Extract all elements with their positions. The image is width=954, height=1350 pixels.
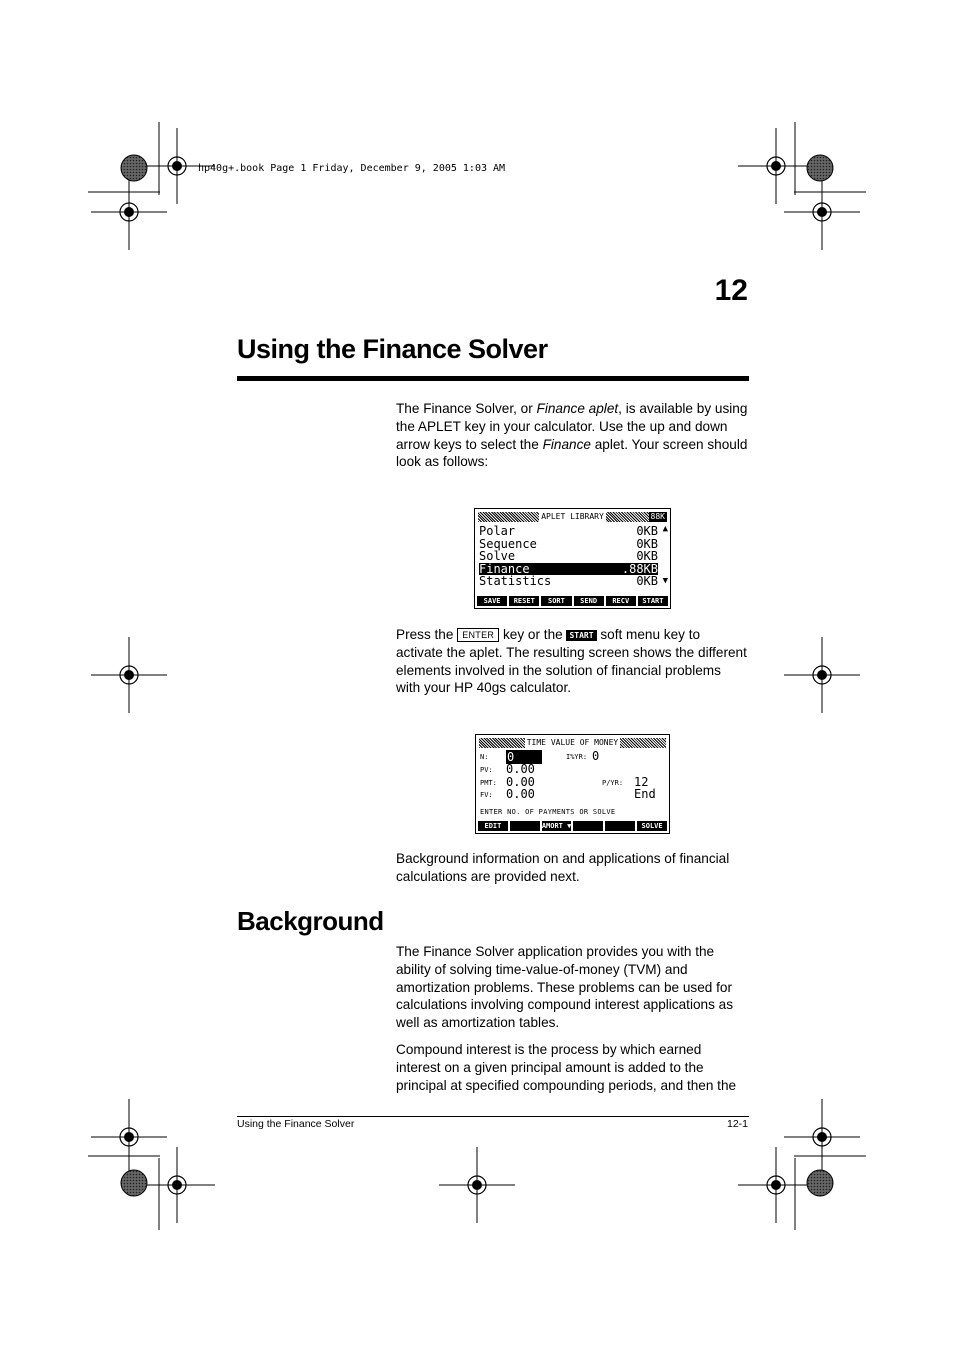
save-softkey[interactable]: SAVE [477,596,507,606]
footer-chapter-title: Using the Finance Solver [237,1118,355,1130]
send-softkey[interactable]: SEND [574,596,604,606]
registration-mark [738,1147,814,1223]
footer-rule [237,1116,749,1117]
ivyr-label: I%YR: [566,753,588,761]
pmt-field[interactable]: 0.00 [506,775,535,789]
payment-mode-field[interactable]: End [634,787,656,801]
color-target-icon [121,155,147,181]
color-target-icon [807,1170,833,1196]
edit-softkey[interactable]: EDIT [478,821,508,831]
screen-title: APLET LIBRARY [541,512,604,521]
empty-softkey [573,821,603,831]
screen-title-bar [479,738,666,748]
after-screen-paragraph: Background information on and applications of financial calculations are provided next. [396,851,730,884]
aplet-row-finance[interactable]: Finance .88KB [479,562,658,576]
fv-label: FV: [480,791,493,799]
sort-softkey[interactable]: SORT [541,596,571,606]
fv-field[interactable]: 0.00 [506,787,535,801]
empty-softkey [605,821,635,831]
pyr-field[interactable]: 12 [634,775,649,789]
background-paragraph-2: Compound interest is the process by which earned interest on a given principal amount is added to the principal at specified compounding periods, and then the [396,1042,737,1093]
color-target-icon [807,155,833,181]
registration-mark [784,637,860,713]
registration-mark [91,637,167,713]
pyr-label: P/YR: [602,779,624,787]
registration-mark [738,128,814,204]
screen-prompt: ENTER NO. OF PAYMENTS OR SOLVE [480,808,616,816]
enter-key: ENTER [457,628,499,642]
pmt-label: PMT: [480,779,497,787]
start-softkey-inline: START [566,630,596,641]
tvm-screen [475,734,670,834]
soft-menu-bar [477,596,668,606]
n-field[interactable]: 0 [506,750,542,764]
footer-page-number: 12-1 [726,1118,748,1130]
scroll-down-icon: ▼ [662,576,668,586]
screen-title: TIME VALUE OF MONEY [526,738,619,747]
chapter-title: Using the Finance Solver [237,334,548,364]
section-heading: Background [237,906,384,936]
n-label: N: [480,753,489,761]
press-paragraph: Press the ENTER key or the START soft menu key to activate the aplet. The resulting screen shows the different elements involved in the solution of financial problems with your HP 40gs calculator. [396,627,747,696]
registration-mark [91,1099,167,1175]
ivyr-field[interactable]: 0 [592,749,600,763]
title-rule [237,376,749,381]
soft-menu-bar [478,821,667,831]
color-target-icon [121,1170,147,1196]
pv-label: PV: [480,766,493,774]
chapter-number: 12 [714,274,748,307]
scroll-up-icon: ▲ [662,524,668,534]
background-paragraph-1: The Finance Solver application provides you with the ability of solving time-value-of-money (TVM) and amortization problems. These problems can be used for calculations involving compound interest applications as well as amortization tables. [396,944,734,1031]
solve-softkey[interactable]: SOLVE [637,821,667,831]
memory-indicator: 88K [650,512,665,521]
print-slug: hp40g+.book Page 1 Friday, December 9, 2005 1:03 AM [198,163,506,174]
registration-mark [439,1147,515,1223]
intro-paragraph: The Finance Solver, or Finance aplet, is available by using the APLET key in your calculator. Use the up and down arrow keys to select the Finance aplet. Your screen should look as follows: [396,401,748,470]
recv-softkey[interactable]: RECV [606,596,636,606]
aplet-row-sequence[interactable]: Sequence 0KB [479,537,658,551]
aplet-row-statistics[interactable]: Statistics 0KB [479,574,658,588]
reset-softkey[interactable]: RESET [509,596,539,606]
amort-softkey[interactable]: AMORT ▼ [541,822,572,830]
start-softkey[interactable]: START [638,596,668,606]
pv-field[interactable]: 0.00 [506,762,535,776]
aplet-row-polar[interactable]: Polar 0KB [479,524,658,538]
empty-softkey [510,821,540,831]
registration-mark [139,1147,215,1223]
aplet-row-solve[interactable]: Solve 0KB [479,549,658,563]
screen-title-bar [478,512,667,522]
aplet-library-screen [474,508,671,609]
registration-mark [91,174,167,250]
